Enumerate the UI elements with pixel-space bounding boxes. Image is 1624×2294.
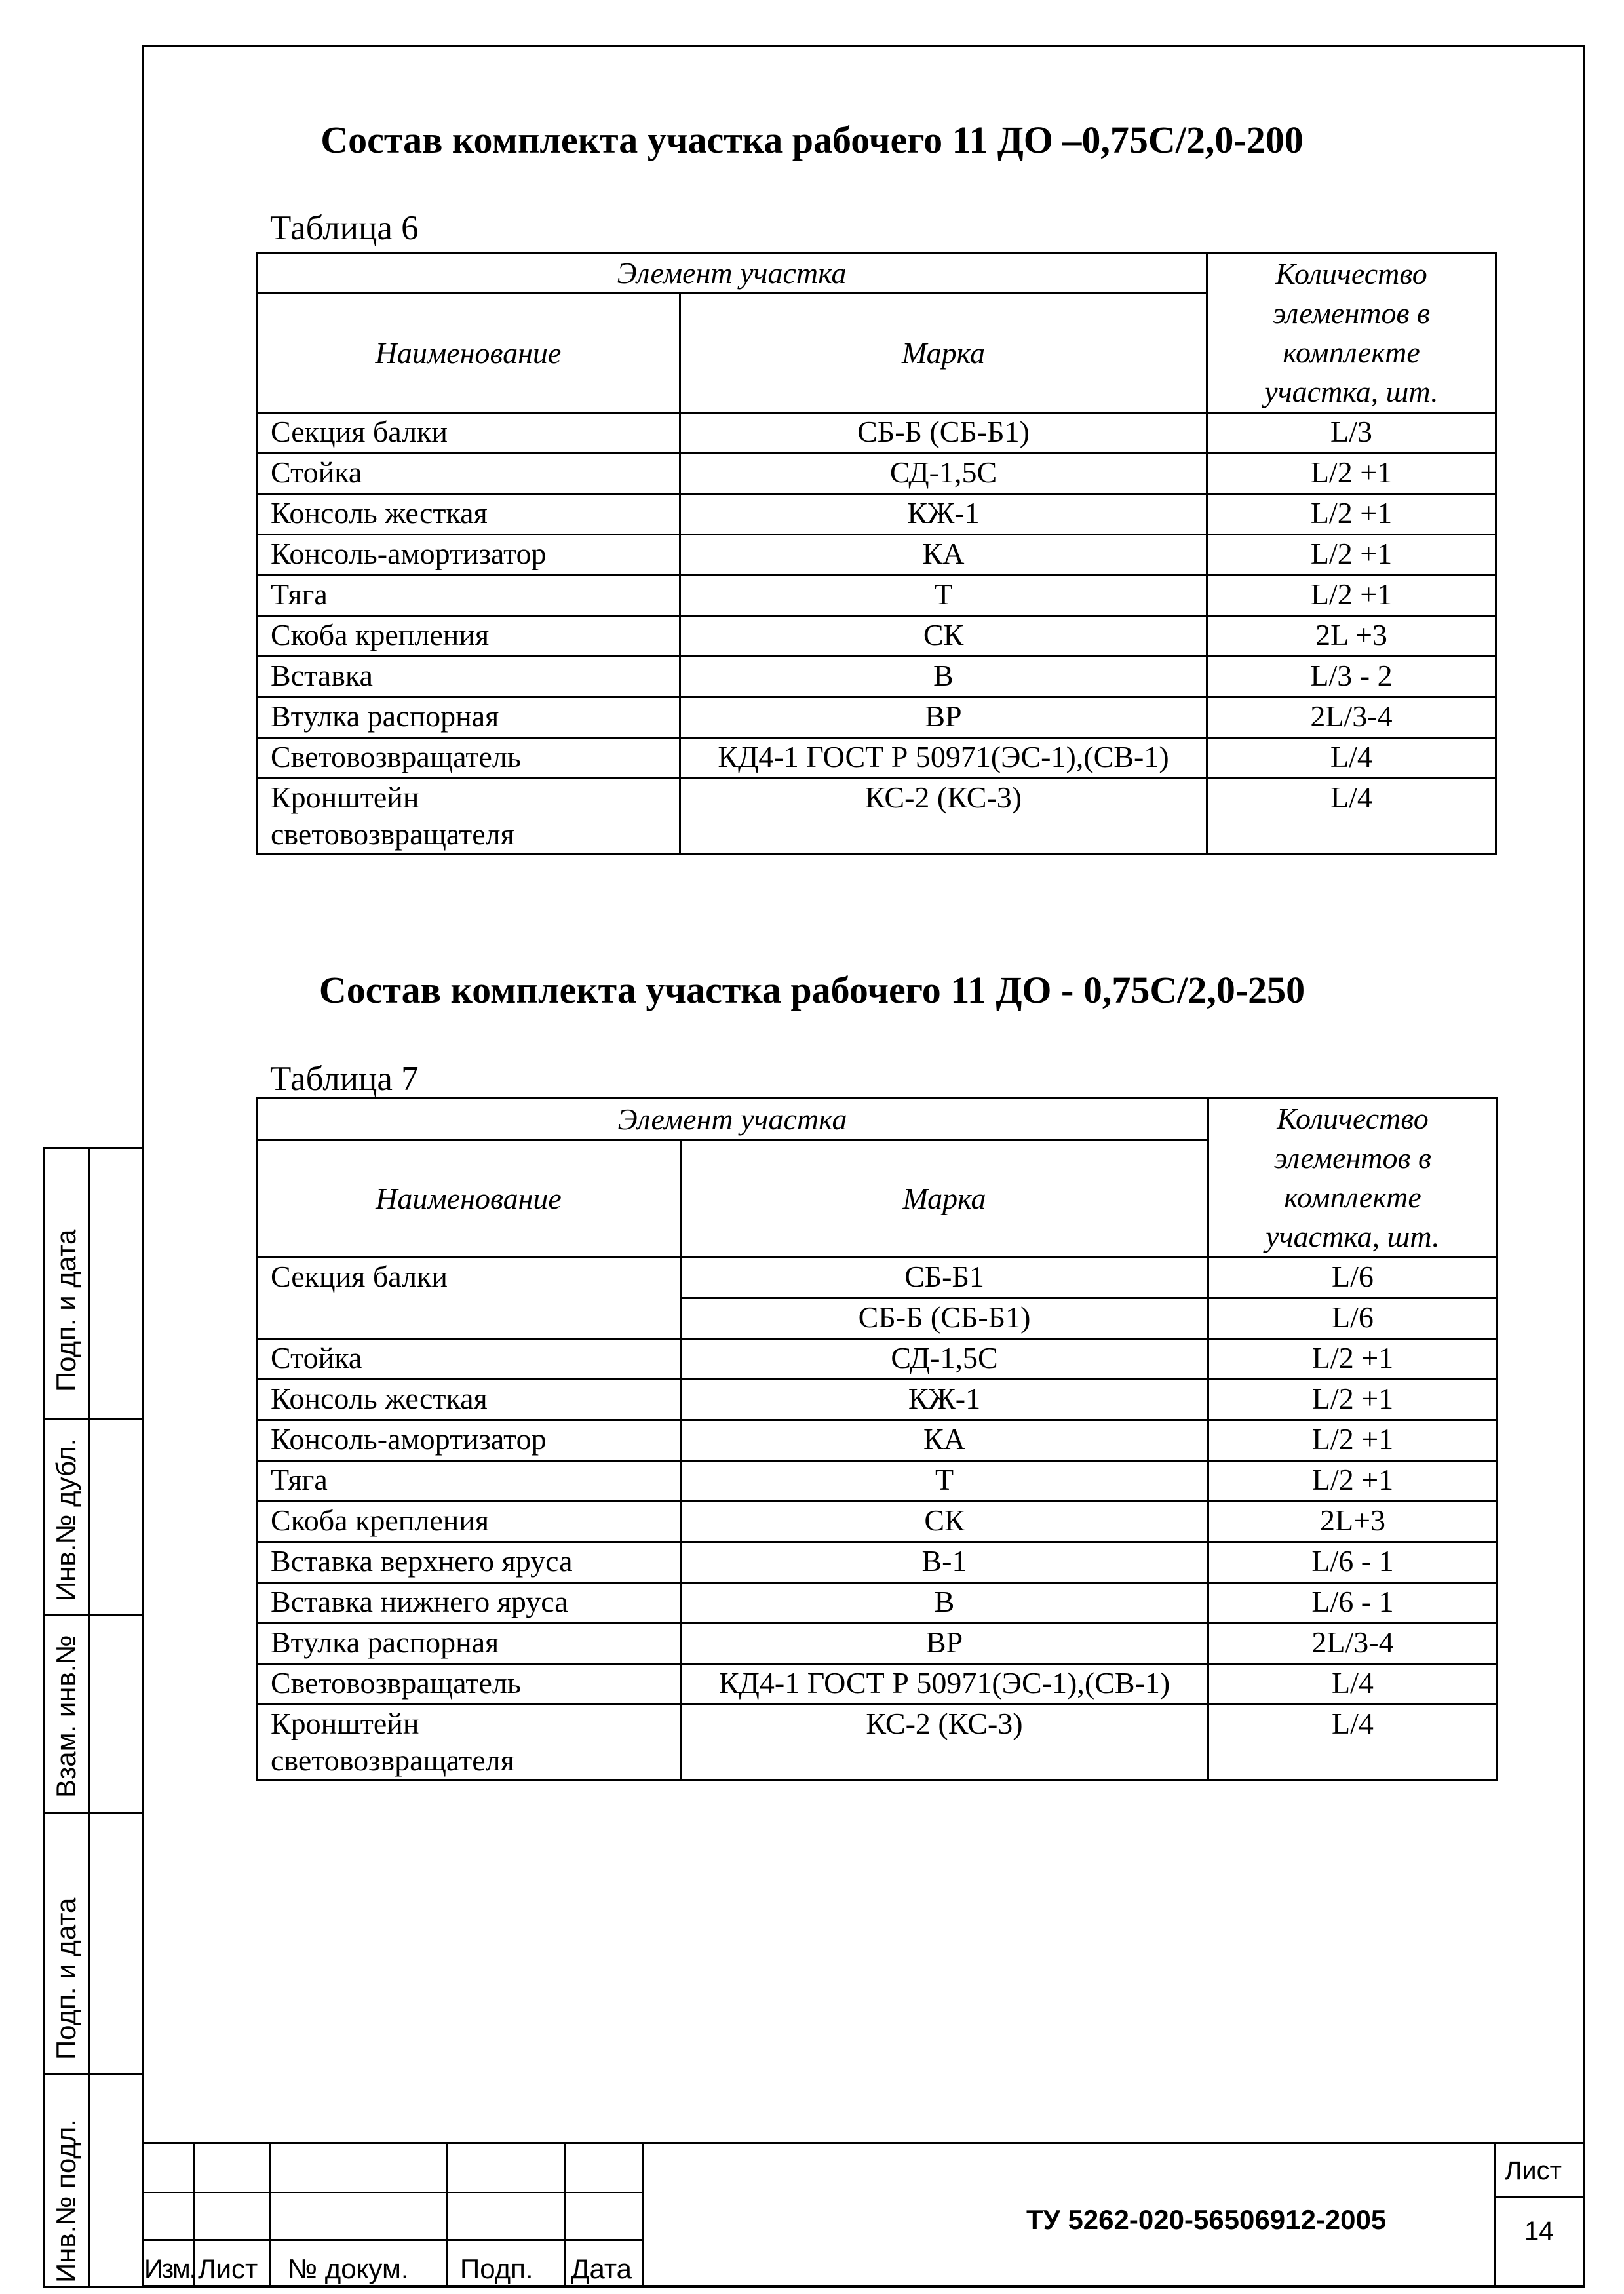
table-row xyxy=(257,1542,1498,1583)
table-row-qty: L/2 +1 xyxy=(1208,1420,1498,1461)
table-row-qty: L/6 - 1 xyxy=(1208,1583,1498,1623)
table-row-mark: КД4-1 ГОСТ Р 50971(ЭС-1),(СВ-1) xyxy=(680,738,1207,779)
table-row-mark: Т xyxy=(680,575,1207,616)
col-doc-number: № докум. xyxy=(288,2253,409,2284)
table-row-mark: СД-1,5С xyxy=(681,1339,1208,1380)
table-row-name: Консоль жесткая xyxy=(257,494,680,535)
table-row xyxy=(257,657,1496,697)
table-row-qty: 2L+3 xyxy=(1208,1502,1498,1542)
table-row-name: Секция балки xyxy=(257,413,680,454)
table-row xyxy=(257,1583,1498,1623)
table-row xyxy=(257,1339,1498,1380)
table-6-label: Таблица 6 xyxy=(270,209,419,247)
header-name: Наименование xyxy=(257,1140,681,1258)
table-7-title: Состав комплекта участка рабочего 11 ДО - 0,75С/2,0-250 xyxy=(319,969,1305,1011)
table-row-mark: КС-2 (КС-3) xyxy=(680,779,1207,854)
table-row-name: Вставка нижнего яруса xyxy=(257,1583,681,1623)
stamp-sign-date-2: Подп. и дата xyxy=(50,1897,81,2060)
table-row-name: Вставка xyxy=(257,657,680,697)
table-row-name: Консоль-амортизатор xyxy=(257,1420,681,1461)
table-row xyxy=(257,1502,1498,1542)
table-row xyxy=(257,616,1496,657)
col-date: Дата xyxy=(571,2253,632,2284)
table-row xyxy=(257,697,1496,738)
table-row xyxy=(257,1623,1498,1664)
table-row-name: Консоль жесткая xyxy=(257,1380,681,1420)
table-row-name: Стойка xyxy=(257,1339,681,1380)
table-row xyxy=(257,1380,1498,1420)
table-row xyxy=(257,738,1496,779)
document-code: ТУ 5262-020-56506912-2005 xyxy=(1026,2204,1387,2235)
header-group: Элемент участка xyxy=(257,254,1207,294)
table-row-mark: Т xyxy=(681,1461,1208,1502)
table-row-mark: СБ-Б (СБ-Б1) xyxy=(681,1298,1208,1339)
table-row-mark: СК xyxy=(680,616,1207,657)
table-row-qty: L/4 xyxy=(1208,1705,1498,1780)
table-row-mark: СД-1,5С xyxy=(680,454,1207,494)
table-7-label: Таблица 7 xyxy=(270,1060,419,1098)
header-qty: Количество элементов в комплекте участка, шт. xyxy=(1207,254,1496,413)
table-row-mark: КЖ-1 xyxy=(681,1380,1208,1420)
table-row-name: Тяга xyxy=(257,1461,681,1502)
table-row-name: Тяга xyxy=(257,575,680,616)
header-qty: Количество элементов в комплекте участка, шт. xyxy=(1208,1098,1498,1258)
table-row-name: Кронштейн световозвращателя xyxy=(257,779,680,854)
table-row-name: Консоль-амортизатор xyxy=(257,535,680,575)
table-row xyxy=(257,454,1496,494)
table-row-mark: В xyxy=(680,657,1207,697)
table-row-mark: В-1 xyxy=(681,1542,1208,1583)
table-row-qty: L/4 xyxy=(1207,738,1496,779)
table-row xyxy=(257,575,1496,616)
table-row-qty: 2L +3 xyxy=(1207,616,1496,657)
table-row-name: Втулка распорная xyxy=(257,1623,681,1664)
sheet-label: Лист xyxy=(1505,2156,1562,2185)
table-row-mark: В xyxy=(681,1583,1208,1623)
table-row-qty: L/6 xyxy=(1208,1298,1498,1339)
table-row-mark: СК xyxy=(681,1502,1208,1542)
table-row-qty: L/2 +1 xyxy=(1207,454,1496,494)
table-row-name: Втулка распорная xyxy=(257,697,680,738)
col-signature: Подп. xyxy=(460,2253,533,2284)
table-row-mark: СБ-Б (СБ-Б1) xyxy=(680,413,1207,454)
header-group: Элемент участка xyxy=(257,1098,1208,1140)
header-name: Наименование xyxy=(257,294,680,413)
table-row-qty: L/6 xyxy=(1208,1258,1498,1298)
table-row-name: Скоба крепления xyxy=(257,616,680,657)
table-row-name: Вставка верхнего яруса xyxy=(257,1542,681,1583)
table-6-title: Состав комплекта участка рабочего 11 ДО –0,75С/2,0-200 xyxy=(320,119,1304,161)
sheet-number: 14 xyxy=(1524,2217,1554,2245)
table-row-name: Стойка xyxy=(257,454,680,494)
col-sheet: Лист xyxy=(198,2253,258,2284)
table-row-qty: L/3 - 2 xyxy=(1207,657,1496,697)
table-row xyxy=(257,1461,1498,1502)
table-row-name: Кронштейн световозвращателя xyxy=(257,1705,681,1780)
table-row-name: Световозвращатель xyxy=(257,738,680,779)
table-row xyxy=(257,1420,1498,1461)
table-row-name: Световозвращатель xyxy=(257,1664,681,1705)
table-row xyxy=(257,1705,1498,1780)
table-row-name: Скоба крепления xyxy=(257,1502,681,1542)
table-row-mark: КЖ-1 xyxy=(680,494,1207,535)
table-row-qty: 2L/3-4 xyxy=(1208,1623,1498,1664)
table-row-qty: L/2 +1 xyxy=(1207,575,1496,616)
table-row xyxy=(257,413,1496,454)
side-stamp xyxy=(43,1147,142,2288)
table-row-mark: ВР xyxy=(680,697,1207,738)
table-row xyxy=(257,1664,1498,1705)
table-row xyxy=(257,535,1496,575)
table-row-qty: L/2 +1 xyxy=(1207,494,1496,535)
title-block xyxy=(142,2142,1585,2288)
table-7 xyxy=(256,1097,1498,1781)
header-mark: Марка xyxy=(680,294,1207,413)
stamp-sign-date-1: Подп. и дата xyxy=(50,1229,81,1391)
table-row xyxy=(257,494,1496,535)
header-mark: Марка xyxy=(681,1140,1208,1258)
table-row-qty: L/4 xyxy=(1207,779,1496,854)
table-row xyxy=(257,779,1496,854)
table-row-name: Секция балки xyxy=(257,1258,681,1339)
stamp-orig-inv: Инв.№ подл. xyxy=(50,2119,81,2283)
table-row-mark: КД4-1 ГОСТ Р 50971(ЭС-1),(СВ-1) xyxy=(681,1664,1208,1705)
table-row-qty: L/2 +1 xyxy=(1207,535,1496,575)
table-6 xyxy=(256,252,1497,855)
table-row-mark: ВР xyxy=(681,1623,1208,1664)
table-row-qty: L/2 +1 xyxy=(1208,1461,1498,1502)
table-row-qty: L/6 - 1 xyxy=(1208,1542,1498,1583)
table-row-mark: КА xyxy=(680,535,1207,575)
stamp-replace-inv: Взам. инв.№ xyxy=(50,1635,81,1798)
table-row-qty: L/2 +1 xyxy=(1208,1339,1498,1380)
table-row-mark: КА xyxy=(681,1420,1208,1461)
table-row-qty: L/4 xyxy=(1208,1664,1498,1705)
table-row-qty: 2L/3-4 xyxy=(1207,697,1496,738)
table-row-qty: L/2 +1 xyxy=(1208,1380,1498,1420)
table-row-qty: L/3 xyxy=(1207,413,1496,454)
table-row-mark: КС-2 (КС-3) xyxy=(681,1705,1208,1780)
table-row-mark: СБ-Б1 xyxy=(681,1258,1208,1298)
col-change: Изм. xyxy=(144,2255,195,2284)
stamp-dup-inv: Инв.№ дубл. xyxy=(50,1438,81,1601)
